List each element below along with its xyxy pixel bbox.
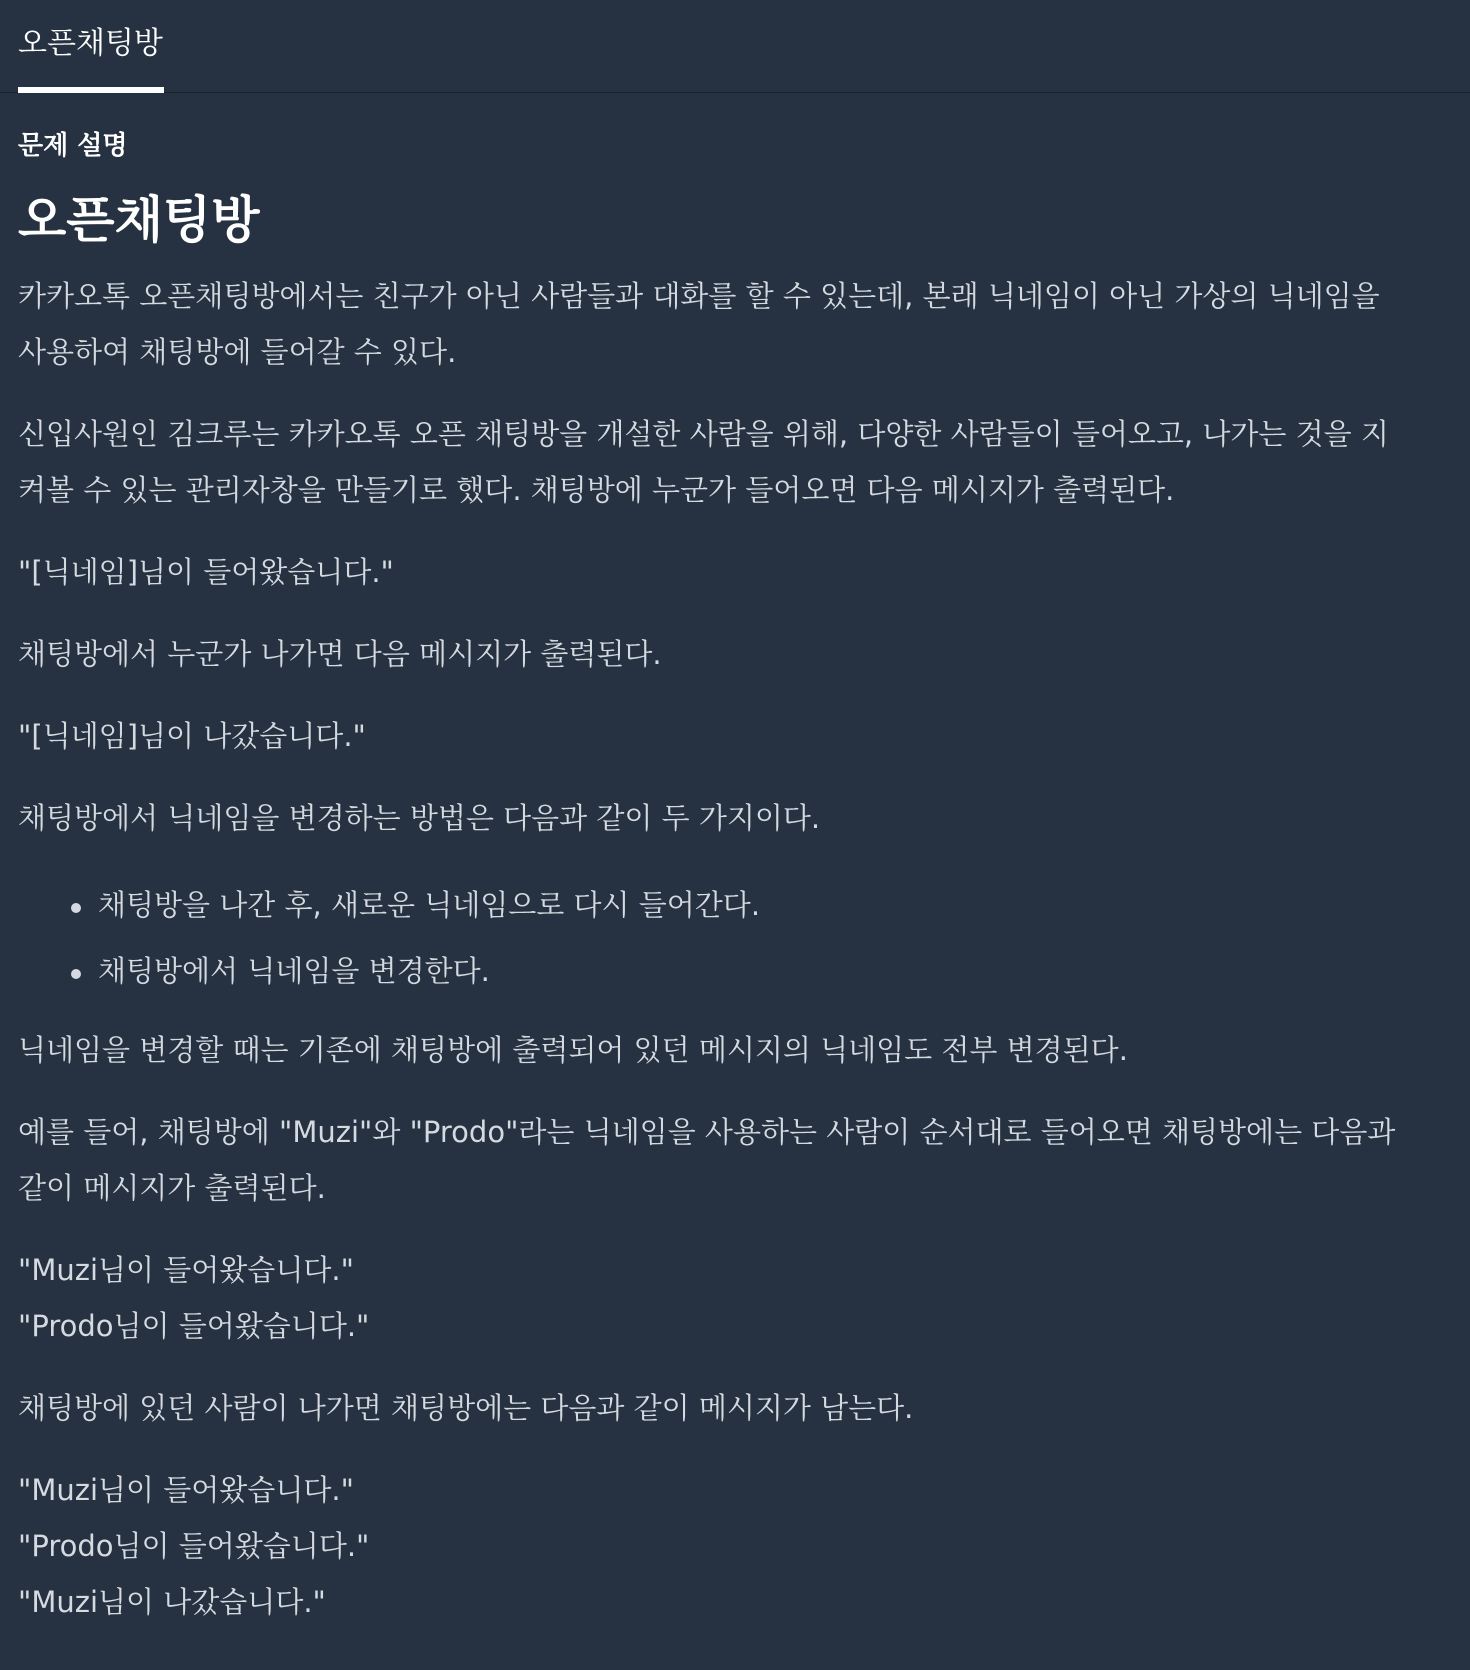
section-label: 문제 설명	[18, 131, 128, 161]
example-messages-1	[18, 1242, 1416, 1354]
paragraph-leave: 채팅방에서 누군가 나가면 다음 메시지가 출력된다.	[18, 637, 662, 672]
leave-message-format: "[닉네임]님이 나갔습니다."	[18, 719, 366, 754]
message-line: "Muzi님이 들어왔습니다."	[18, 1253, 354, 1288]
message-line: "Prodo님이 들어왔습니다."	[18, 1309, 370, 1344]
change-methods-list	[18, 872, 1416, 1004]
tab-label: 오픈채팅방	[18, 26, 163, 61]
paragraph-leave-example: 채팅방에 있던 사람이 나가면 채팅방에는 다음과 같이 메시지가 남는다.	[18, 1391, 914, 1426]
problem-title: 오픈채팅방	[18, 191, 260, 250]
problem-content	[0, 131, 1434, 1630]
message-line: "Muzi님이 들어왔습니다."	[18, 1473, 354, 1508]
paragraph-change-effect: 닉네임을 변경할 때는 기존에 채팅방에 출력되어 있던 메시지의 닉네임도 전부 변경된다.	[18, 1033, 1128, 1068]
message-line: "Muzi님이 나갔습니다."	[18, 1585, 326, 1620]
paragraph-change-methods: 채팅방에서 닉네임을 변경하는 방법은 다음과 같이 두 가지이다.	[18, 801, 821, 836]
paragraph-example: 예를 들어, 채팅방에 "Muzi"와 "Prodo"라는 닉네임을 사용하는 사람이 순서대로 들어오면 채팅방에는 다음과 같이 메시지가 출력된다.	[18, 1115, 1396, 1206]
list-item: 채팅방에서 닉네임을 변경한다.	[98, 938, 1416, 1004]
message-line: "Prodo님이 들어왔습니다."	[18, 1529, 370, 1564]
active-tab-indicator	[18, 87, 164, 93]
tab-bar	[0, 0, 1470, 93]
enter-message-format: "[닉네임]님이 들어왔습니다."	[18, 555, 394, 590]
list-item: 채팅방을 나간 후, 새로운 닉네임으로 다시 들어간다.	[98, 872, 1416, 938]
paragraph-intro: 카카오톡 오픈채팅방에서는 친구가 아닌 사람들과 대화를 할 수 있는데, 본래 닉네임이 아닌 가상의 닉네임을 사용하여 채팅방에 들어갈 수 있다.	[18, 279, 1380, 370]
paragraph-admin-window: 신입사원인 김크루는 카카오톡 오픈 채팅방을 개설한 사람을 위해, 다양한 사람들이 들어오고, 나가는 것을 지켜볼 수 있는 관리자창을 만들기로 했다. 채팅방에 누군가 들어오면 다음 메시지가 출력된다.	[18, 417, 1389, 508]
example-messages-2	[18, 1462, 1416, 1630]
